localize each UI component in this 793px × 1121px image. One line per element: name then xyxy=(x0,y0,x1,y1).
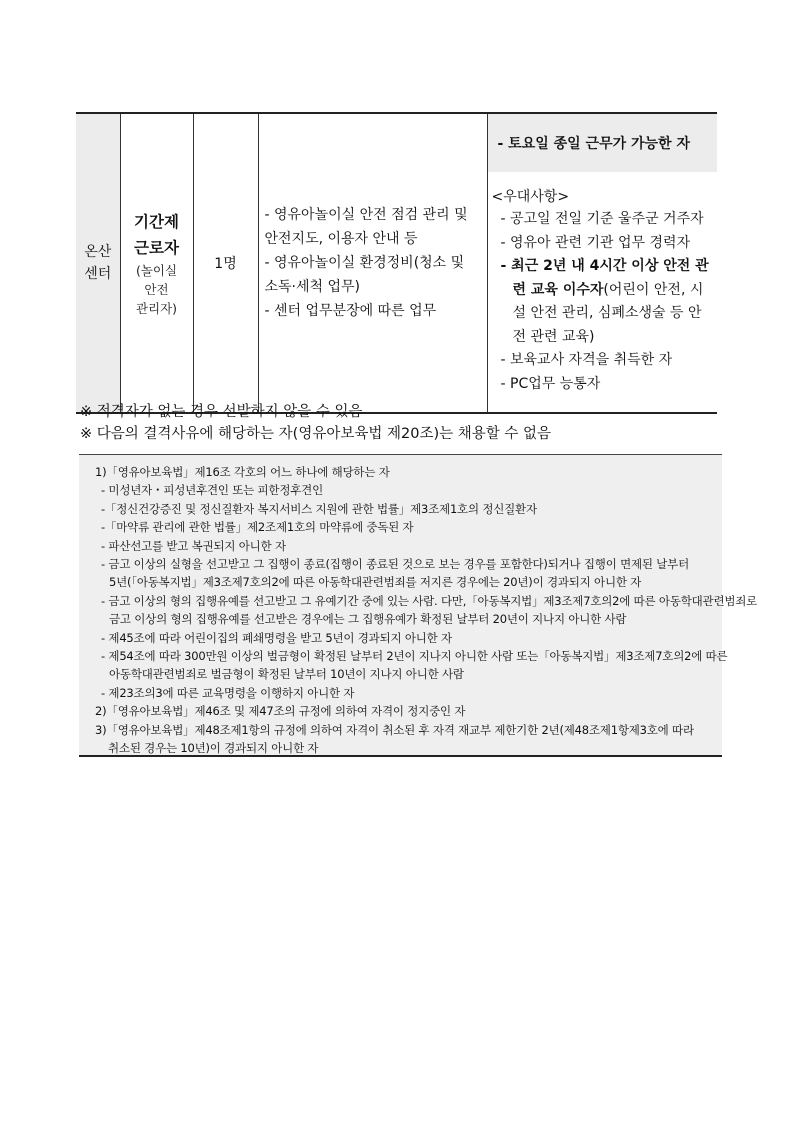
job-row xyxy=(76,113,717,413)
center-name-line-1: 온산 xyxy=(84,244,112,260)
note-line: ※ 다음의 결격사유에 해당하는 자(영유아보육법 제20조)는 채용할 수 없음 xyxy=(80,426,551,442)
disqualification-line: - 파산선고를 받고 복권되지 아니한 자 xyxy=(101,538,286,553)
headcount-cell xyxy=(193,113,258,413)
disqualification-box xyxy=(79,454,758,757)
preference-item xyxy=(492,208,712,232)
preference-list xyxy=(492,208,712,396)
disqualification-line: 3)「영유아보육법」제48조제1항의 규정에 의하여 자격이 취소된 후 자격 재교부 제한기한 2년(제48조제1항제3호에 따라 xyxy=(95,722,694,737)
job-posting-table xyxy=(76,112,717,414)
duty-line: 소독·세척 업무) xyxy=(264,279,361,295)
headcount-value: 1명 xyxy=(214,256,237,272)
preference-text: - 보육교사 자격을 취득한 자 xyxy=(500,352,673,368)
duty-line: 안전지도, 이용자 안내 등 xyxy=(264,231,418,247)
duty-line: - 영유아놀이실 안전 점검 관리 및 xyxy=(264,207,468,223)
disqualification-line: 2)「영유아보육법」제46조 및 제47조의 규정에 의하여 자격이 정지중인 자 xyxy=(95,704,466,719)
center-name-line-2: 센터 xyxy=(84,266,112,282)
preference-text: - 공고일 전일 기준 울주군 거주자 xyxy=(500,211,704,227)
disqualification-line: 취소된 경우는 10년)이 경과되지 아니한 자 xyxy=(108,741,319,756)
note-line: ※ 적격자가 없는 경우 선발하지 않을 수 있음 xyxy=(80,404,363,420)
disqualification-line: 5년(「아동복지법」제3조제7호의2에 따른 아동학대관련범죄를 저지른 경우에는 20년)이 경과되지 아니한 자 xyxy=(109,575,642,590)
disqualification-line: 1)「영유아보육법」제16조 각호의 어느 하나에 해당하는 자 xyxy=(95,465,390,479)
disqualification-line: -「마약류 관리에 관한 법률」제2조제1호의 마약류에 중독된 자 xyxy=(101,520,414,535)
position-title-line-1: 기간제 xyxy=(134,212,179,231)
disqualification-line: - 금고 이상의 형의 집행유예를 선고받고 그 유예기간 중에 있는 사람. 다만,「아동복지법」제3조제7호의2에 따른 아동학대관련범죄로 xyxy=(101,593,758,608)
notes-section xyxy=(80,401,720,445)
preference-item xyxy=(492,255,712,349)
position-sub-line-1: (놀이실 xyxy=(135,262,178,278)
position-cell xyxy=(120,113,193,413)
disqualification-line: 금고 이상의 형의 집행유예를 선고받은 경우에는 그 집행유예가 확정된 날부터 20년이 지나지 아니한 사람 xyxy=(109,612,627,627)
preferences-block xyxy=(488,172,718,412)
duty-line: - 영유아놀이실 환경정비(청소 및 xyxy=(264,255,465,271)
position-sub-line-3: 관리자) xyxy=(135,300,178,316)
requirements-cell xyxy=(487,113,717,413)
preference-item xyxy=(492,349,712,373)
disqualification-line: 아동학대관련범죄로 벌금형이 확정된 날부터 10년이 지나지 아니한 사람 xyxy=(109,667,464,682)
preference-title: <우대사항> xyxy=(491,189,570,205)
center-cell xyxy=(76,113,120,413)
disqualification-line: - 제45조에 따라 어린이집의 폐쇄명령을 받고 5년이 경과되지 아니한 자 xyxy=(101,630,452,645)
requirement-top: - 토요일 종일 근무가 가능한 자 xyxy=(488,114,718,172)
position-sub-line-2: 안전 xyxy=(144,281,169,297)
disqualification-line: - 제54조에 따라 300만원 이상의 벌금형이 확정된 날부터 2년이 지나지 아니한 사람 또는「아동복지법」제3조제7호의2에 따른 xyxy=(101,649,728,664)
duties-list xyxy=(259,203,487,323)
duties-cell xyxy=(258,113,487,413)
preference-text: - 영유아 관련 기관 업무 경력자 xyxy=(500,234,691,251)
preference-text: - PC업무 능통자 xyxy=(500,375,601,392)
preference-item xyxy=(492,232,712,256)
duty-line: - 센터 업무분장에 따른 업무 xyxy=(264,303,437,319)
preference-text: (어린이 안전, 시설 안전 관리, 심폐소생술 등 안전 관련 교육) xyxy=(512,281,704,345)
preference-item xyxy=(492,373,712,397)
disqualification-line: - 금고 이상의 실형을 선고받고 그 집행이 종료(집행이 종료된 것으로 보는 경우를 포함한다)되거나 집행이 면제된 날부터 xyxy=(101,557,689,572)
position-title-line-2: 근로자 xyxy=(134,238,179,257)
disqualification-line: - 미성년자・피성년후견인 또는 피한정후견인 xyxy=(101,483,323,498)
disqualification-line: -「정신건강증진 및 정신질환자 복지서비스 지원에 관한 법률」제3조제1호의 정신질환자 xyxy=(101,501,537,516)
preference-bold-text: - 최근 2년 내 4시간 이상 안전 관련 교육 이수자 xyxy=(500,258,709,298)
disqualification-line: - 제23조의3에 따른 교육명령을 이행하지 아니한 자 xyxy=(101,685,355,700)
